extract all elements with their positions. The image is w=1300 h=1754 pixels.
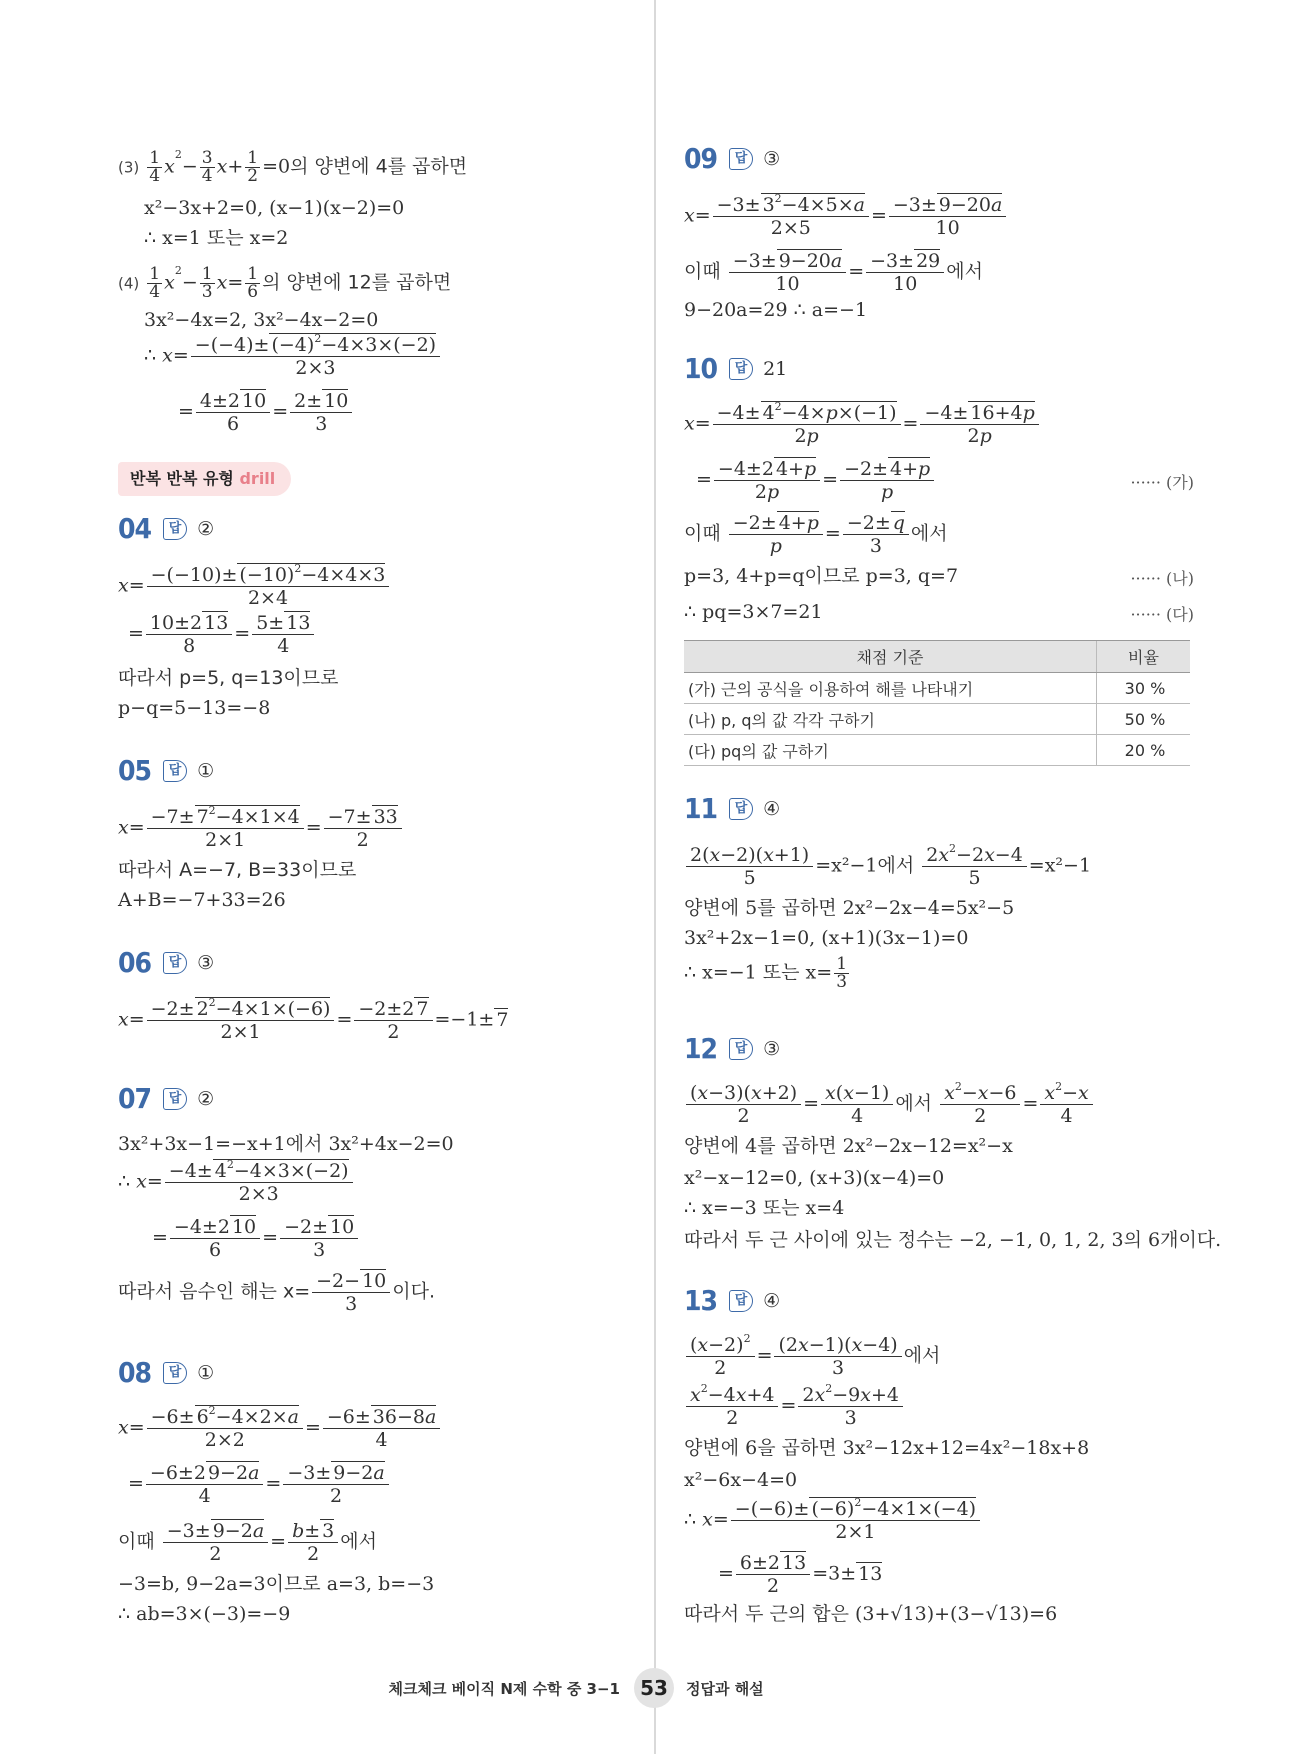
p4-line1: (4) $\frac{1}{4}$ $x^2-$ $\frac{1}{3}$ x= $\frac{1}{6}$ 의 양변에 12를 곱하면 bbox=[118, 264, 452, 302]
q13-line6: = $\frac{6\pm 2 13}{2}$ =3± 13 bbox=[718, 1552, 883, 1597]
q10-line4: p=3, 4+p=q이므로 p=3, q=7 bbox=[684, 565, 959, 587]
q05-line1: x= $\frac{-7\pm 7^2-4\times 1\times 4}{2\times 1}$ = $\frac{-7\pm 33}{2}$ bbox=[118, 806, 404, 851]
q04-line4: p−q=5−13=−8 bbox=[118, 697, 271, 719]
q08-line3: 이때 $\frac{-3\pm 9-2a}{2}$ = $\frac{b\pm 3}{2}$ 에서 bbox=[118, 1520, 377, 1565]
q09-line1: x= $\frac{-3\pm 3^2-4\times 5\times a}{2\times 5}$ = $\frac{-3\pm 9-20a}{10}$ bbox=[684, 194, 1008, 239]
q11-line4: ∴ x=−1 또는 x= $\frac{1}{3}$ bbox=[684, 954, 848, 992]
q12-line2: 양변에 4를 곱하면 2x²−2x−12=x²−x bbox=[684, 1135, 1013, 1157]
q10-marker-da: ······ (다) bbox=[1130, 605, 1194, 624]
q08-line4: −3=b, 9−2a=3이므로 a=3, b=−3 bbox=[118, 1573, 435, 1595]
q10-marker-ga: ······ (가) bbox=[1130, 473, 1194, 492]
book-title: 체크체크 베이직 N제 수학 중 3−1 bbox=[388, 1680, 620, 1698]
q04-line3: 따라서 p=5, q=13이므로 bbox=[118, 667, 339, 689]
page-footer bbox=[0, 1668, 1300, 1708]
q09-header: 09 답 ③ bbox=[684, 142, 781, 175]
table-row: (가) 근의 공식을 이용하여 해를 나타내기 30 % bbox=[684, 673, 1190, 704]
q07-line3: = $\frac{-4\pm 2 10}{6}$ = $\frac{-2\pm 10}{3}$ bbox=[152, 1216, 360, 1261]
q13-line4: x²−6x−4=0 bbox=[684, 1469, 798, 1491]
q09-line2: 이때 $\frac{-3\pm 9-20a}{10}$ = $\frac{-3\pm 29}{10}$ 에서 bbox=[684, 250, 983, 295]
q09-line3: 9−20a=29 ∴ a=−1 bbox=[684, 299, 868, 321]
q05-header: 05 답 ① bbox=[118, 754, 215, 787]
q12-line1: $\frac{(x-3)(x+2)}{2}$ = $\frac{x(x-1)}{4}$ 에서 $\frac{x^2-x-6}{2}$ = $\frac{x^2-x}{4}$ bbox=[684, 1082, 1095, 1127]
q13-line3: 양변에 6을 곱하면 3x²−12x+12=4x²−18x+8 bbox=[684, 1437, 1090, 1459]
p4-line4: = $\frac{4\pm 2 10}{6}$ = $\frac{2\pm 10}{3}$ bbox=[178, 390, 354, 435]
scoring-header-row: 채점 기준 비율 bbox=[684, 641, 1190, 673]
q07-line1: 3x²+3x−1=−x+1에서 3x²+4x−2=0 bbox=[118, 1133, 454, 1155]
table-row: (나) p, q의 값 각각 구하기 50 % bbox=[684, 704, 1190, 735]
q13-line2: $\frac{x^2-4x+4}{2}$ = $\frac{2x^2-9x+4}{3}$ bbox=[684, 1384, 905, 1429]
p4-line2: 3x²−4x=2, 3x²−4x−2=0 bbox=[144, 309, 379, 331]
page-number: 53 bbox=[634, 1668, 674, 1708]
q04-line1: x= $\frac{-(-10)\pm (-10)^2-4\times 4\times 3}{2\times 4}$ bbox=[118, 564, 391, 609]
p3-line1: (3) $\frac{1}{4}$ $x^2-$ $\frac{3}{4}$ x+ $\frac{1}{2}$ =0의 양변에 4를 곱하면 bbox=[118, 148, 468, 186]
scoring-table bbox=[684, 640, 1190, 766]
q10-line5: ∴ pq=3×7=21 bbox=[684, 601, 823, 623]
q12-header: 12 답 ③ bbox=[684, 1032, 781, 1065]
q10-line2: = $\frac{-4\pm 2 4+p}{2p}$ = $\frac{-2\pm 4+p}{p}$ bbox=[696, 458, 936, 503]
q12-line5: 따라서 두 근 사이에 있는 정수는 −2, −1, 0, 1, 2, 3의 6개이다. bbox=[684, 1229, 1222, 1251]
q13-line1: $\frac{(x-2)^2}{2}$ = $\frac{(2x-1)(x-4)}{3}$ 에서 bbox=[684, 1334, 940, 1379]
q07-header: 07 답 ② bbox=[118, 1082, 215, 1115]
q13-header: 13 답 ④ bbox=[684, 1284, 781, 1317]
q10-header: 10 답 21 bbox=[684, 352, 788, 385]
q11-line1: $\frac{2(x-2)(x+1)}{5}$ =x²−1에서 $\frac{2x^2-2x-4}{5}$ =x²−1 bbox=[684, 844, 1091, 889]
q04-header: 04 답 ② bbox=[118, 512, 215, 545]
q04-line2: = $\frac{10\pm 2 13}{8}$ = $\frac{5\pm 13}{4}$ bbox=[128, 612, 316, 657]
drill-banner: 반복 반복 유형 drill bbox=[118, 462, 291, 496]
page-gutter bbox=[654, 0, 656, 1754]
q08-line2: = $\frac{-6\pm 2 9-2a}{4}$ = $\frac{-3\pm 9-2a}{2}$ bbox=[128, 1462, 391, 1507]
q08-line5: ∴ ab=3×(−3)=−9 bbox=[118, 1603, 291, 1625]
q13-line7: 따라서 두 근의 합은 (3+√13)+(3−√13)=6 bbox=[684, 1603, 1058, 1625]
q06-header: 06 답 ③ bbox=[118, 946, 215, 979]
q06-line1: x= $\frac{-2\pm 2^2-4\times 1\times(-6)}{2\times 1}$ = $\frac{-2\pm 2 7}{2}$ =−1± 7 bbox=[118, 996, 509, 1043]
q08-header: 08 답 ① bbox=[118, 1356, 215, 1389]
q08-line1: x= $\frac{-6\pm 6^2-4\times 2\times a}{2\times 2}$ = $\frac{-6\pm 36-8a}{4}$ bbox=[118, 1406, 442, 1451]
q05-line3: A+B=−7+33=26 bbox=[118, 889, 286, 911]
q13-line5: ∴ x= $\frac{-(-6)\pm (-6)^2-4\times 1\times(-4)}{2\times 1}$ bbox=[684, 1498, 982, 1543]
q11-line2: 양변에 5를 곱하면 2x²−2x−4=5x²−5 bbox=[684, 897, 1015, 919]
q12-line3: x²−x−12=0, (x+3)(x−4)=0 bbox=[684, 1167, 945, 1189]
p4-line3: ∴ x= $\frac{-(-4)\pm (-4)^2-4\times 3\times(-2)}{2\times 3}$ bbox=[144, 334, 442, 379]
q10-line1: x= $\frac{-4\pm 4^2-4\times p\times(-1)}{2p}$ = $\frac{-4\pm 16+4p}{2p}$ bbox=[684, 402, 1041, 447]
q10-line3: 이때 $\frac{-2\pm 4+p}{p}$ = $\frac{-2\pm q}{3}$ 에서 bbox=[684, 512, 948, 557]
q07-line2: ∴ x= $\frac{-4\pm 4^2-4\times 3\times(-2)}{2\times 3}$ bbox=[118, 1160, 355, 1205]
p3-line2: x²−3x+2=0, (x−1)(x−2)=0 bbox=[144, 197, 405, 219]
q07-line4: 따라서 음수인 해는 x= $\frac{-2- 10}{3}$ 이다. bbox=[118, 1270, 435, 1315]
table-row: (다) pq의 값 구하기 20 % bbox=[684, 735, 1190, 766]
q10-marker-na: ······ (나) bbox=[1130, 569, 1194, 588]
q11-line3: 3x²+2x−1=0, (x+1)(3x−1)=0 bbox=[684, 927, 969, 949]
p3-line3: ∴ x=1 또는 x=2 bbox=[144, 227, 289, 249]
q05-line2: 따라서 A=−7, B=33이므로 bbox=[118, 859, 357, 881]
section-title: 정답과 해설 bbox=[686, 1680, 764, 1698]
q12-line4: ∴ x=−3 또는 x=4 bbox=[684, 1197, 845, 1219]
q11-header: 11 답 ④ bbox=[684, 792, 781, 825]
